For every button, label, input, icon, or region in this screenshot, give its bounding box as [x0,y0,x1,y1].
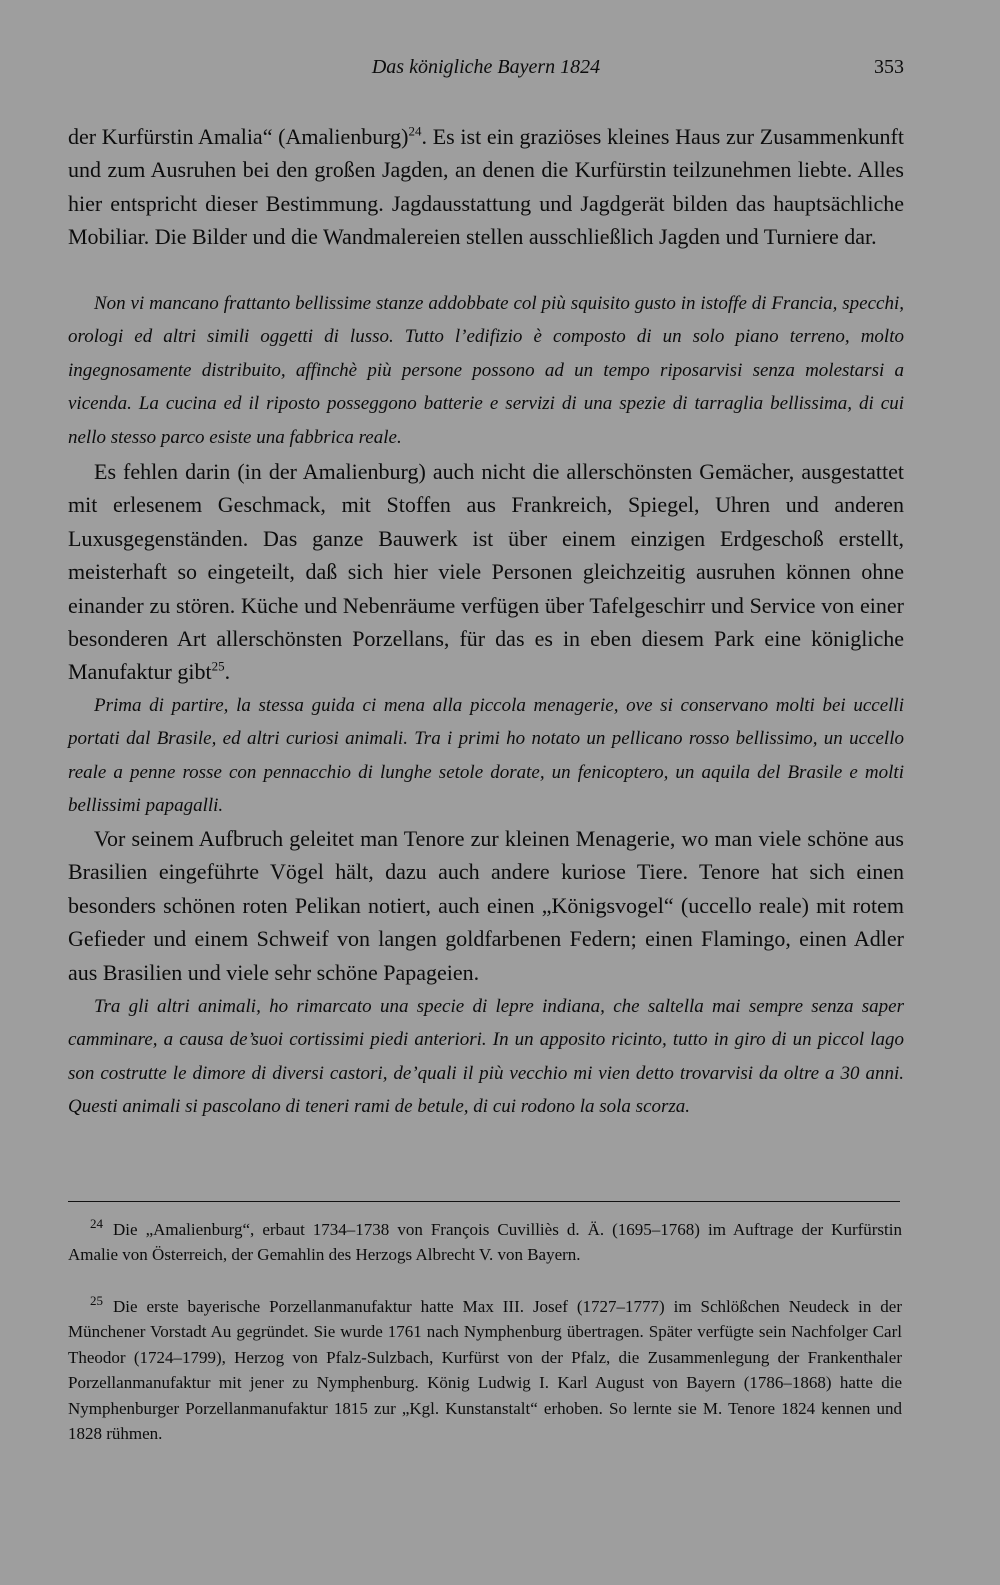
running-header [68,56,904,86]
paragraph-text: . [224,659,231,685]
paragraph-text: Es fehlen darin (in der Amalienburg) auch nicht die allerschönsten Gemächer, ausgestattet mit erlesenem Geschmack, mit Stoffen aus Frankreich, Spiegel, Uhren und anderen Luxusgegenständen. Das ganze Bauwerk ist über einem einzigen Erdgeschoß erstellt, meisterhaft so eingeteilt, daß sich hier viele Personen gleichzeitig ausruhen können ohne einander zu stören. Küche und Nebenräume verfügen über Tafelgeschirr und Service von einer besonderen Art allerschönsten Porzellans, für das es in eben diesem Park eine königliche Manufaktur gibt [68,459,904,685]
footnote-24 [68,1217,902,1268]
footnote-text: Die erste bayerische Porzellanmanufaktur hatte Max III. Josef (1727–1777) im Schlößchen Neudeck in der Münchener Vorstadt Au gegründet. Sie wurde 1761 nach Nymphenburg übertragen. Später verfügte sein Nachfolger Carl Theodor (1724–1799), Herzog von Pfalz-Sulzbach, Kurfürst von der Pfalz, die Zusammenlegung der Frankenthaler Porzellanmanufaktur mit jener zu Nymphenburg. König Ludwig I. Karl August von Bayern (1786–1868) hatte die Nymphenburger Porzellanmanufaktur 1815 zur „Kgl. Kunstanstalt“ erhoben. So lernte sie M. Tenore 1824 kennen und 1828 rühmen. [68,1297,902,1444]
paragraph-german-2 [68,455,904,689]
footnote-reference-25: 25 [211,659,225,675]
paragraph-text: der Kurfürstin Amalia“ (Amalienburg) [68,124,409,149]
quote-italian-1: Non vi mancano frattanto bellissime stanze addobbate col più squisito gusto in istoffe di Francia, specchi, orologi ed altri simili oggetti di lusso. Tutto l’edifizio è composto di un solo piano terreno, molto ingegnosamente distribuito, affinchè più persone possono ad un tempo riposarvisi senza molestarsi a vicenda. La cucina ed il riposto posseggono batterie e servizi di una spezie di tarraglia bellissima, di cui nello stesso parco esiste una fabbrica reale. [68,293,904,448]
footnote-reference-24: 24 [408,123,422,139]
paragraph-german-1 [68,120,904,254]
footnote-25 [68,1294,902,1446]
page-number: 353 [874,56,904,78]
quote-italian-2: Prima di partire, la stessa guida ci mena alla piccola menagerie, ove si conservano molti bei uccelli portati dal Brasile, ed altri curiosi animali. Tra i primi ho notato un pellicano rosso bellissimo, un uccello reale a penne rosse con pennacchio di lunghe setole dorate, un fenicoptero, un aquila del Brasile e molti bellissimi papagalli. [68,695,904,817]
footnote-number: 25 [90,1293,103,1309]
paragraph-text: . Es ist ein graziöses kleines Haus zur Zusammenkunft und zum Ausruhen bei den großen Jagden, an denen die Kurfürstin teilzunehmen liebte. Alles hier entspricht dieser Bestimmung. Jagdausstattung und Jagdgerät bilden das hauptsächliche Mobiliar. Die Bilder und die Wandmalereien stellen ausschließlich Jagden und Turniere dar. [68,124,904,250]
quote-italian-3: Tra gli altri animali, ho rimarcato una specie di lepre indiana, che saltella mai sempre senza saper camminare, a causa de’suoi cortissimi piedi anteriori. In un apposito ricinto, tutto in giro di un piccol lago son costrutte le dimore di diversi castori, de’quali il più vecchio mi vien detto trovarvisi da oltre a 30 anni. Questi animali si pascolano di teneri rami de betule, di cui rodono la sola scorza. [68,996,904,1118]
running-title: Das königliche Bayern 1824 [371,56,601,78]
footnote-number: 24 [90,1216,103,1232]
paragraph-german-3: Vor seinem Aufbruch geleitet man Tenore zur kleinen Menagerie, wo man viele schöne aus Brasilien eingeführte Vögel hält, dazu auch andere kuriose Tiere. Tenore hat sich einen besonders schönen roten Pelikan notiert, auch einen „Königsvogel“ (uccello reale) mit rotem Gefieder und einem Schweif von langen goldfarbenen Federn; einen Flamingo, einen Adler aus Brasilien und viele sehr schöne Papageien. [68,826,904,985]
footnote-text: Die „Amalienburg“, erbaut 1734–1738 von François Cuvilliès d. Ä. (1695–1768) im Auftrage der Kurfürstin Amalie von Österreich, der Gemahlin des Herzogs Albrecht V. von Bayern. [68,1220,902,1265]
footnote-divider [68,1201,900,1202]
